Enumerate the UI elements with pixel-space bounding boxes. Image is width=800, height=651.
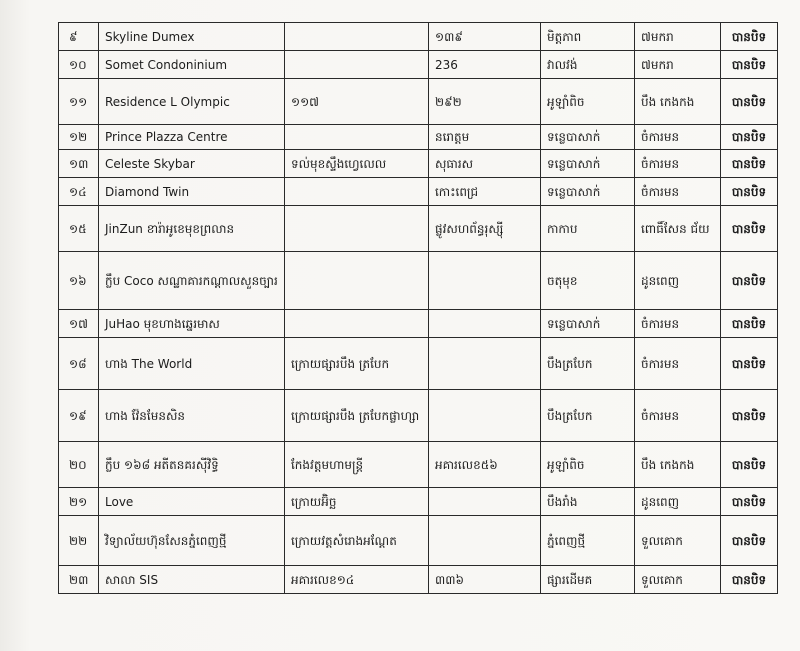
street <box>285 252 429 310</box>
venue-name: វិទ្យាល័យហ៊ុនសែនភ្នំពេញថ្មី <box>99 516 285 566</box>
street <box>285 23 429 51</box>
street: ក្រោយផ្សារបឹង ត្របែក <box>285 338 429 390</box>
table-row <box>59 566 778 594</box>
house-number <box>429 338 541 390</box>
village: ទន្លេបាសាក់ <box>541 178 635 206</box>
village: ចតុមុខ <box>541 252 635 310</box>
table-row <box>59 442 778 488</box>
venue-name: ហាង The World <box>99 338 285 390</box>
status: បានបិទ <box>721 566 778 594</box>
village: បឹងត្របែក <box>541 390 635 442</box>
district: ទួលគោក <box>635 516 721 566</box>
street: ក្រោយអ៊ិច្ឆ <box>285 488 429 516</box>
status: បានបិទ <box>721 442 778 488</box>
house-number <box>429 390 541 442</box>
house-number: ១៣៩ <box>429 23 541 51</box>
house-number: ២៩២ <box>429 79 541 125</box>
table-row <box>59 125 778 150</box>
venue-name: Diamond Twin <box>99 178 285 206</box>
row-number: ១៨ <box>59 338 99 390</box>
district: ដូនពេញ <box>635 488 721 516</box>
village: បឹងរាំង <box>541 488 635 516</box>
district: ពោធិ៍សែន ជ័យ <box>635 206 721 252</box>
status: បានបិទ <box>721 23 778 51</box>
venue-name: Love <box>99 488 285 516</box>
village: វាលវង់ <box>541 51 635 79</box>
status: បានបិទ <box>721 252 778 310</box>
house-number: 236 <box>429 51 541 79</box>
street <box>285 310 429 338</box>
district: ទួលគោក <box>635 566 721 594</box>
house-number: ផ្លូវសហព័ន្ធរុស្ស៊ី <box>429 206 541 252</box>
venue-name: ហាង វ៉ែនមែនសិន <box>99 390 285 442</box>
district: ៧មករា <box>635 51 721 79</box>
status: បានបិទ <box>721 516 778 566</box>
table-row <box>59 516 778 566</box>
table-row <box>59 150 778 178</box>
venue-name: ក្លឹប Coco សណ្ឋាគារកណ្តាលសួនច្បារ <box>99 252 285 310</box>
house-number: អគារលេខ៥៦ <box>429 442 541 488</box>
table-row <box>59 252 778 310</box>
village: ភ្នំពេញថ្មី <box>541 516 635 566</box>
status: បានបិទ <box>721 206 778 252</box>
status: បានបិទ <box>721 488 778 516</box>
street: កែងវត្តមហាមន្ត្រី <box>285 442 429 488</box>
row-number: ១៣ <box>59 150 99 178</box>
row-number: ២១ <box>59 488 99 516</box>
venue-name: Somet Condoninium <box>99 51 285 79</box>
table-row <box>59 338 778 390</box>
status: បានបិទ <box>721 51 778 79</box>
street: ក្រោយវត្តសំរោងអណ្តែត <box>285 516 429 566</box>
status: បានបិទ <box>721 150 778 178</box>
venue-name: Prince Plazza Centre <box>99 125 285 150</box>
venue-name: ក្លឹប ១៦៨ អតីតនគរស៊ីវិទ្ធិ <box>99 442 285 488</box>
venue-name: សាលា SIS <box>99 566 285 594</box>
row-number: ១៥ <box>59 206 99 252</box>
venue-closure-table <box>58 22 778 594</box>
status: បានបិទ <box>721 310 778 338</box>
house-number: កោះពេជ្រ <box>429 178 541 206</box>
house-number <box>429 516 541 566</box>
district: បឹង កេងកង <box>635 79 721 125</box>
village: បឹងត្របែក <box>541 338 635 390</box>
street <box>285 51 429 79</box>
table-body <box>59 23 778 594</box>
row-number: ១៩ <box>59 390 99 442</box>
table-row <box>59 390 778 442</box>
venue-name: Skyline Dumex <box>99 23 285 51</box>
house-number <box>429 310 541 338</box>
row-number: ២០ <box>59 442 99 488</box>
village: អូឡាំពិច <box>541 79 635 125</box>
village: អូឡាំពិច <box>541 442 635 488</box>
village: ផ្សារដើមគ <box>541 566 635 594</box>
house-number <box>429 488 541 516</box>
venue-name: Residence L Olympic <box>99 79 285 125</box>
house-number <box>429 252 541 310</box>
street: អគារលេខ១៤ <box>285 566 429 594</box>
street <box>285 125 429 150</box>
house-number: នរោត្តម <box>429 125 541 150</box>
district: ៧មករា <box>635 23 721 51</box>
table-row <box>59 23 778 51</box>
village: ទន្លេបាសាក់ <box>541 310 635 338</box>
table-row <box>59 488 778 516</box>
row-number: ២៣ <box>59 566 99 594</box>
row-number: ១២ <box>59 125 99 150</box>
status: បានបិទ <box>721 125 778 150</box>
venue-name: Celeste Skybar <box>99 150 285 178</box>
row-number: ១៦ <box>59 252 99 310</box>
table-row <box>59 310 778 338</box>
row-number: ១០ <box>59 51 99 79</box>
district: ដូនពេញ <box>635 252 721 310</box>
status: បានបិទ <box>721 390 778 442</box>
status: បានបិទ <box>721 178 778 206</box>
row-number: ១១ <box>59 79 99 125</box>
house-number: ៣៣៦ <box>429 566 541 594</box>
village: ទន្លេបាសាក់ <box>541 150 635 178</box>
district: ចំការមន <box>635 390 721 442</box>
village: មិត្តភាព <box>541 23 635 51</box>
street: ទល់មុខស្ទឹងហ្វេលេល <box>285 150 429 178</box>
table-row <box>59 206 778 252</box>
table-row <box>59 178 778 206</box>
row-number: ១៤ <box>59 178 99 206</box>
row-number: ១៧ <box>59 310 99 338</box>
district: ចំការមន <box>635 310 721 338</box>
house-number: សុធារស <box>429 150 541 178</box>
status: បានបិទ <box>721 338 778 390</box>
row-number: ២២ <box>59 516 99 566</box>
street <box>285 178 429 206</box>
table-row <box>59 79 778 125</box>
village: ទន្លេបាសាក់ <box>541 125 635 150</box>
status: បានបិទ <box>721 79 778 125</box>
district: ចំការមន <box>635 125 721 150</box>
village: កាកាប <box>541 206 635 252</box>
table-row <box>59 51 778 79</box>
district: ចំការមន <box>635 178 721 206</box>
street <box>285 206 429 252</box>
venue-name: JuHao មុខហាងឆ្នេរមាស <box>99 310 285 338</box>
street: ១១៧ <box>285 79 429 125</box>
row-number: ៩ <box>59 23 99 51</box>
district: ចំការមន <box>635 150 721 178</box>
venue-name: JinZun ខារ៉ាអូខេមុខព្រលាន <box>99 206 285 252</box>
street: ក្រោយផ្សារបឹង ត្របែកផ្លាហ្សា <box>285 390 429 442</box>
district: បឹង កេងកង <box>635 442 721 488</box>
district: ចំការមន <box>635 338 721 390</box>
